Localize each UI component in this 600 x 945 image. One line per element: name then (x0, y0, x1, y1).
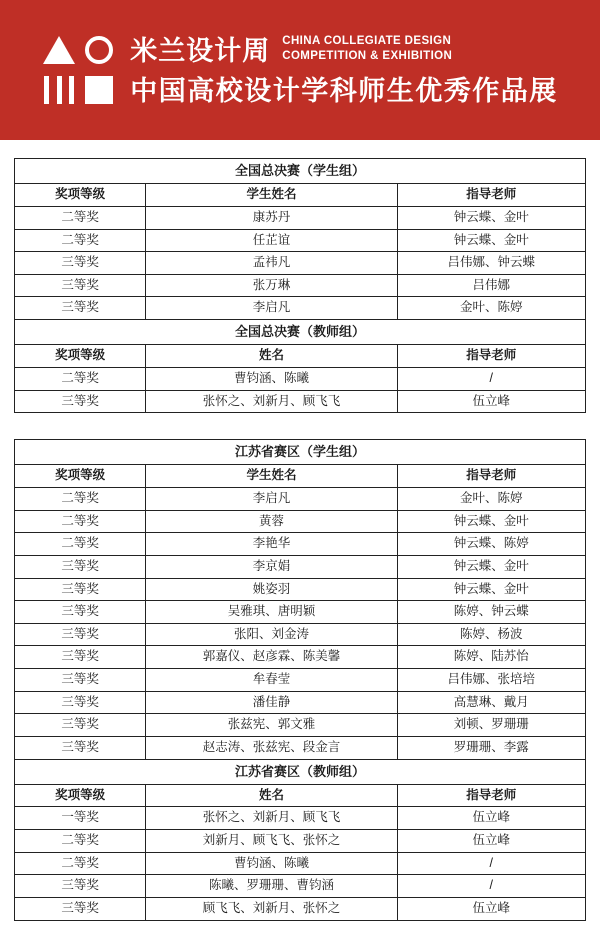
cell-award: 三等奖 (15, 390, 146, 413)
table-row (15, 206, 586, 229)
banner-en-title-line2: COMPETITION & EXHIBITION (282, 50, 453, 63)
cell-name: 曹钧涵、陈曦 (146, 367, 397, 390)
cell-award: 二等奖 (15, 830, 146, 853)
cell-name: 吴雅琪、唐明颖 (146, 601, 397, 624)
square-mark-icon (85, 76, 113, 104)
cell-award: 二等奖 (15, 533, 146, 556)
table-row (15, 229, 586, 252)
cell-advisor: 金叶、陈婷 (397, 488, 585, 511)
table-body-jiangsu (15, 440, 586, 920)
table-row (15, 252, 586, 275)
circle-mark-icon (85, 36, 113, 64)
banner-cn-title: 米兰设计周 (130, 35, 271, 66)
section-title-row (15, 159, 586, 184)
bars-mark-icon (44, 76, 74, 104)
cell-award: 二等奖 (15, 510, 146, 533)
table-row (15, 852, 586, 875)
cell-award: 一等奖 (15, 807, 146, 830)
section-title: 全国总决赛（学生组） (15, 159, 586, 184)
table-row (15, 555, 586, 578)
banner-cn-subtitle: 中国高校设计学科师生优秀作品展 (130, 75, 558, 106)
cell-name: 姚姿羽 (146, 578, 397, 601)
table-row (15, 897, 586, 920)
cell-award: 三等奖 (15, 875, 146, 898)
cell-advisor: 吕伟娜、钟云蝶 (397, 252, 585, 275)
table-row (15, 488, 586, 511)
cell-advisor: 高慧琳、戴月 (397, 691, 585, 714)
table-row (15, 875, 586, 898)
column-header-advisor: 指导老师 (397, 184, 585, 207)
cell-advisor: 钟云蝶、陈婷 (397, 533, 585, 556)
cell-name: 张怀之、刘新月、顾飞飞 (146, 807, 397, 830)
cell-advisor: 金叶、陈婷 (397, 297, 585, 320)
column-header-name: 学生姓名 (146, 465, 397, 488)
column-header-row (15, 184, 586, 207)
column-header-award: 奖项等级 (15, 184, 146, 207)
column-header-award: 奖项等级 (15, 465, 146, 488)
cell-award: 二等奖 (15, 367, 146, 390)
column-header-name: 姓名 (146, 345, 397, 368)
cell-name: 李京娟 (146, 555, 397, 578)
cell-award: 三等奖 (15, 714, 146, 737)
cell-award: 三等奖 (15, 669, 146, 692)
column-header-name: 学生姓名 (146, 184, 397, 207)
cell-name: 潘佳静 (146, 691, 397, 714)
column-header-advisor: 指导老师 (397, 784, 585, 807)
section-title: 江苏省赛区（教师组） (15, 759, 586, 784)
cell-award: 三等奖 (15, 601, 146, 624)
cell-award: 三等奖 (15, 297, 146, 320)
table-body-national (15, 159, 586, 413)
banner-en-title-line1: CHINA COLLEGIATE DESIGN (282, 34, 452, 47)
cell-name: 顾飞飞、刘新月、张怀之 (146, 897, 397, 920)
banner-text (130, 34, 558, 107)
table-row (15, 297, 586, 320)
section-title-row (15, 440, 586, 465)
column-header-advisor: 指导老师 (397, 465, 585, 488)
cell-award: 三等奖 (15, 691, 146, 714)
cell-advisor: 陈婷、杨波 (397, 623, 585, 646)
table-row (15, 578, 586, 601)
column-header-row (15, 465, 586, 488)
banner-inner (42, 33, 558, 107)
cell-name: 黄蓉 (146, 510, 397, 533)
cell-advisor: 罗珊珊、李露 (397, 736, 585, 759)
table-row (15, 274, 586, 297)
table-row (15, 736, 586, 759)
cell-name: 张怀之、刘新月、顾飞飞 (146, 390, 397, 413)
section-title-row (15, 759, 586, 784)
cell-advisor: 钟云蝶、金叶 (397, 555, 585, 578)
cell-award: 三等奖 (15, 274, 146, 297)
cell-award: 二等奖 (15, 206, 146, 229)
cell-award: 三等奖 (15, 252, 146, 275)
award-table-jiangsu (14, 439, 586, 920)
banner-en-title (282, 34, 452, 67)
cell-advisor: 伍立峰 (397, 830, 585, 853)
cell-advisor: 陈婷、陆苏怡 (397, 646, 585, 669)
cell-award: 二等奖 (15, 852, 146, 875)
table-row (15, 367, 586, 390)
table-row (15, 807, 586, 830)
cell-advisor: 伍立峰 (397, 807, 585, 830)
cell-advisor: 钟云蝶、金叶 (397, 578, 585, 601)
table-row (15, 623, 586, 646)
cell-award: 二等奖 (15, 229, 146, 252)
triangle-mark-icon (43, 36, 75, 64)
cell-advisor: 吕伟娜、张培培 (397, 669, 585, 692)
section-title: 全国总决赛（教师组） (15, 320, 586, 345)
cell-name: 刘新月、顾飞飞、张怀之 (146, 830, 397, 853)
cell-advisor: / (397, 875, 585, 898)
cell-advisor: 钟云蝶、金叶 (397, 510, 585, 533)
table-row (15, 714, 586, 737)
table-row (15, 669, 586, 692)
column-header-name: 姓名 (146, 784, 397, 807)
cell-advisor: 伍立峰 (397, 897, 585, 920)
cell-name: 郭嘉仪、赵彦霖、陈美馨 (146, 646, 397, 669)
cell-name: 李艳华 (146, 533, 397, 556)
cell-name: 牟春莹 (146, 669, 397, 692)
column-header-row (15, 784, 586, 807)
cell-advisor: 陈婷、钟云蝶 (397, 601, 585, 624)
cell-name: 康苏丹 (146, 206, 397, 229)
section-title-row (15, 320, 586, 345)
award-table-national (14, 158, 586, 413)
banner-title-row (130, 34, 558, 67)
cell-award: 二等奖 (15, 488, 146, 511)
cell-advisor: 钟云蝶、金叶 (397, 206, 585, 229)
column-header-row (15, 345, 586, 368)
cell-advisor: 钟云蝶、金叶 (397, 229, 585, 252)
cell-award: 三等奖 (15, 736, 146, 759)
cell-name: 陈曦、罗珊珊、曹钧涵 (146, 875, 397, 898)
cell-advisor: 吕伟娜 (397, 274, 585, 297)
cell-name: 张万琳 (146, 274, 397, 297)
page-banner (0, 0, 600, 140)
cell-award: 三等奖 (15, 623, 146, 646)
banner-logo (42, 33, 116, 107)
cell-name: 赵志涛、张兹宪、段金言 (146, 736, 397, 759)
cell-advisor: / (397, 852, 585, 875)
cell-name: 孟祎凡 (146, 252, 397, 275)
column-header-award: 奖项等级 (15, 784, 146, 807)
table-row (15, 510, 586, 533)
table-row (15, 646, 586, 669)
cell-advisor: / (397, 367, 585, 390)
column-header-advisor: 指导老师 (397, 345, 585, 368)
table-row (15, 691, 586, 714)
cell-award: 三等奖 (15, 897, 146, 920)
cell-name: 曹钧涵、陈曦 (146, 852, 397, 875)
cell-name: 李启凡 (146, 488, 397, 511)
cell-name: 李启凡 (146, 297, 397, 320)
section-title: 江苏省赛区（学生组） (15, 440, 586, 465)
table-row (15, 601, 586, 624)
cell-award: 三等奖 (15, 646, 146, 669)
column-header-award: 奖项等级 (15, 345, 146, 368)
table-row (15, 533, 586, 556)
tables-container (0, 140, 600, 921)
table-row (15, 390, 586, 413)
cell-name: 任芷谊 (146, 229, 397, 252)
cell-award: 三等奖 (15, 578, 146, 601)
cell-advisor: 伍立峰 (397, 390, 585, 413)
cell-name: 张阳、刘金涛 (146, 623, 397, 646)
cell-name: 张兹宪、郭文雅 (146, 714, 397, 737)
cell-award: 三等奖 (15, 555, 146, 578)
cell-advisor: 刘顿、罗珊珊 (397, 714, 585, 737)
table-row (15, 830, 586, 853)
